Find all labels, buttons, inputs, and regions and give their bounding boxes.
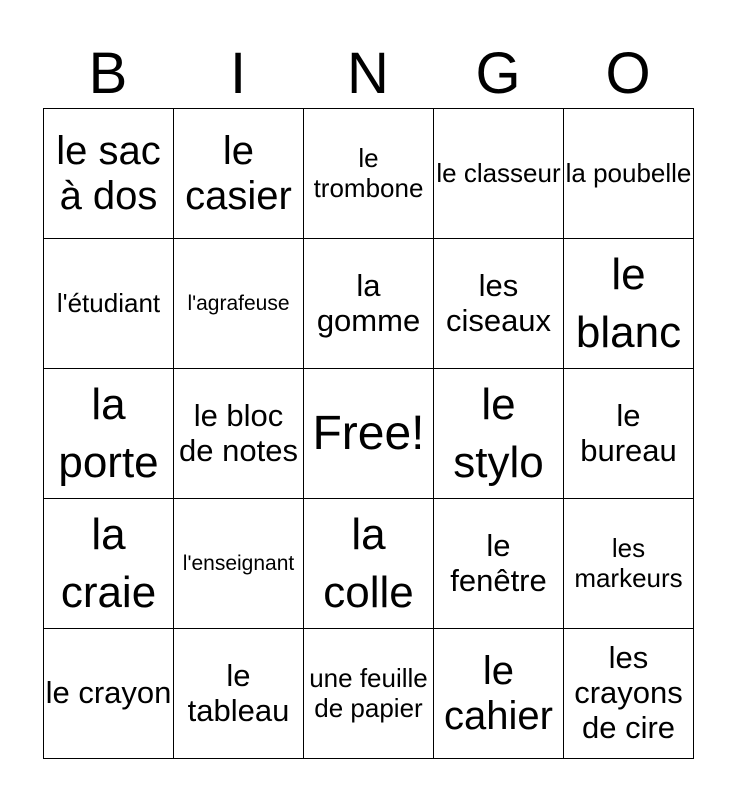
cell-label: le stylo: [453, 380, 544, 487]
bingo-row: [44, 109, 694, 239]
bingo-header: [43, 40, 693, 108]
bingo-row: [44, 629, 694, 759]
bingo-cell: [304, 629, 434, 759]
header-letter-i: I: [229, 41, 247, 106]
bingo-cell: [434, 499, 564, 629]
bingo-cell: [44, 109, 174, 239]
bingo-row: [44, 239, 694, 369]
cell-label: le fenêtre: [450, 527, 547, 598]
header-letter-o: O: [605, 41, 651, 106]
bingo-cell: [304, 499, 434, 629]
free-cell: [304, 369, 434, 499]
cell-label: la craie: [60, 510, 157, 617]
cell-label: une feuille de papier: [309, 663, 428, 723]
cell-label: les markeurs: [574, 533, 683, 593]
cell-label: le bureau: [580, 397, 677, 468]
bingo-cell: [44, 629, 174, 759]
bingo-row: [44, 499, 694, 629]
cell-label: le sac à dos: [56, 128, 161, 218]
bingo-cell: [304, 239, 434, 369]
free-label: Free!: [312, 406, 425, 460]
header-letter-n: N: [347, 41, 389, 106]
bingo-cell: [174, 629, 304, 759]
bingo-cell: [174, 499, 304, 629]
bingo-cell: [434, 369, 564, 499]
cell-label: l'agrafeuse: [187, 291, 290, 315]
bingo-cell: [434, 239, 564, 369]
cell-label: les crayons de cire: [574, 640, 683, 745]
bingo-cell: [564, 239, 694, 369]
cell-label: les ciseaux: [445, 267, 552, 338]
header-letter-g: G: [475, 41, 521, 106]
cell-label: le casier: [185, 128, 292, 218]
bingo-cell: [434, 109, 564, 239]
cell-label: la gomme: [316, 267, 421, 338]
cell-label: la poubelle: [565, 157, 692, 188]
bingo-card: [43, 108, 694, 759]
bingo-cell: [44, 499, 174, 629]
bingo-cell: [44, 369, 174, 499]
bingo-cell: [434, 629, 564, 759]
bingo-row: [44, 369, 694, 499]
bingo-cell: [564, 499, 694, 629]
cell-label: le bloc de notes: [179, 397, 298, 468]
cell-label: le blanc: [575, 250, 682, 357]
bingo-cell: [174, 369, 304, 499]
cell-label: le cahier: [444, 648, 553, 738]
header-letter-b: B: [88, 41, 128, 106]
bingo-cell: [564, 369, 694, 499]
cell-label: l'enseignant: [182, 551, 295, 575]
bingo-cell: [304, 109, 434, 239]
cell-label: le trombone: [313, 143, 424, 203]
cell-label: le crayon: [45, 675, 172, 711]
bingo-cell: [174, 109, 304, 239]
cell-label: la porte: [58, 380, 159, 487]
cell-label: le tableau: [187, 657, 290, 728]
cell-label: l'étudiant: [56, 287, 161, 318]
cell-label: le classeur: [436, 157, 561, 188]
cell-label: la colle: [323, 510, 414, 617]
bingo-cell: [564, 629, 694, 759]
bingo-cell: [44, 239, 174, 369]
bingo-cell: [174, 239, 304, 369]
bingo-cell: [564, 109, 694, 239]
